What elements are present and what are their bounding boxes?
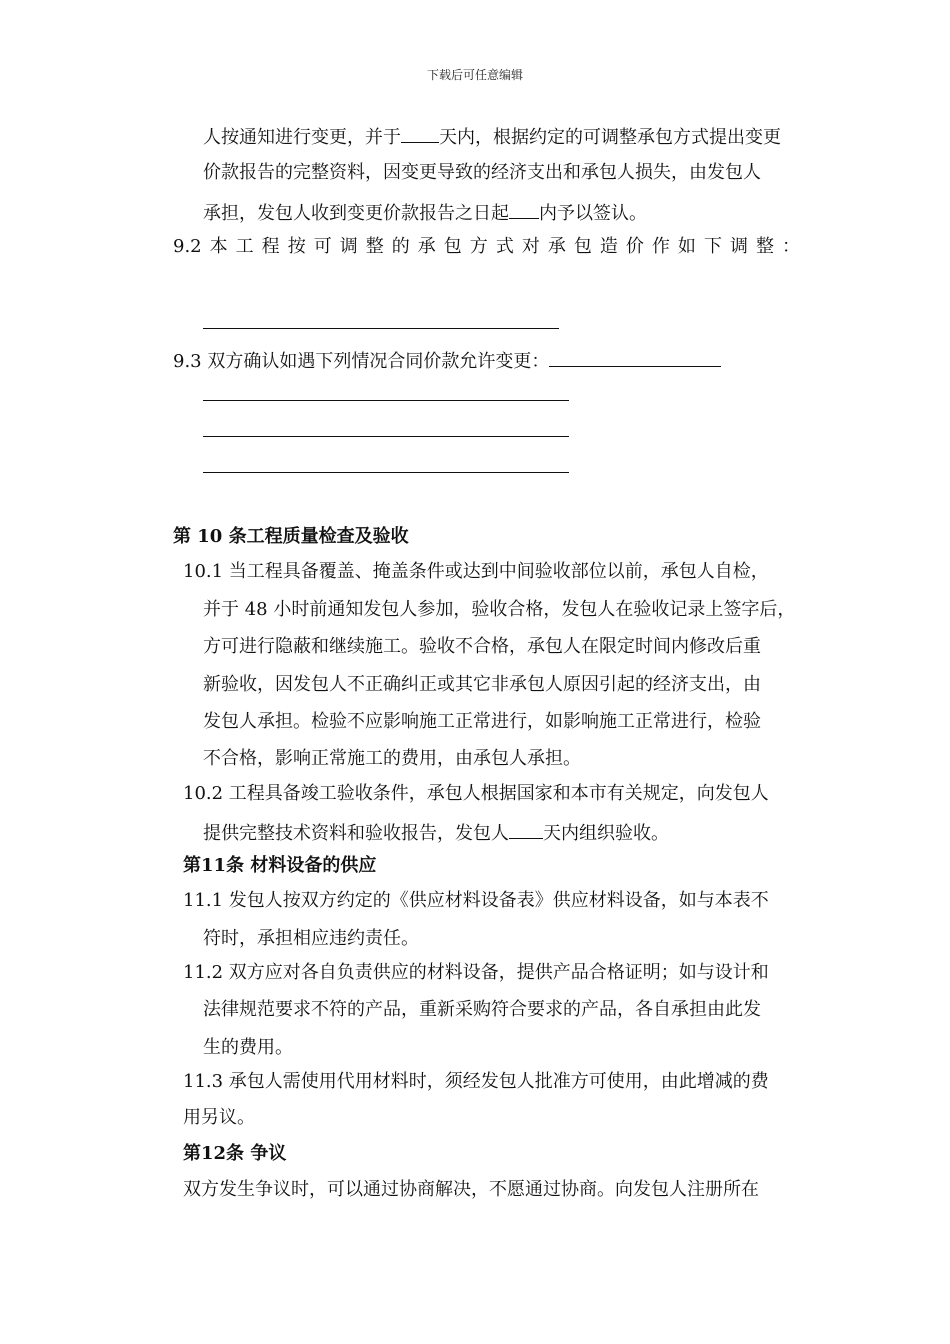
clause-10-1-line-5: 发包人承担。检验不应影响施工正常进行，如影响施工正常进行，检验 — [203, 711, 761, 732]
clause-11-3-line-2: 用另议。 — [183, 1107, 255, 1128]
text-segment: 天内，根据约定的可调整承包方式提出变更 — [439, 127, 781, 148]
clause-10-1-line-6: 不合格，影响正常施工的费用，由承包人承担。 — [203, 748, 581, 769]
clause-number: 9.2 — [173, 236, 202, 257]
fill-line — [203, 472, 569, 473]
text-segment: 人按通知进行变更，并于 — [203, 127, 401, 148]
fill-blank — [549, 349, 721, 367]
clause-10-1-line-4: 新验收，因发包人不正确纠正或其它非承包人原因引起的经济支出，由 — [203, 674, 761, 695]
text-segment: 内予以签认。 — [539, 203, 647, 224]
fill-line — [203, 436, 569, 437]
clause-10-1-line-1: 10.1 当工程具备覆盖、掩盖条件或达到中间验收部位以前，承包人自检， — [183, 561, 769, 582]
clause-10-2-line-1: 10.2 工程具备竣工验收条件，承包人根据国家和本市有关规定，向发包人 — [183, 783, 769, 804]
fill-blank — [401, 125, 439, 143]
clause-10-1-line-3: 方可进行隐蔽和继续施工。验收不合格，承包人在限定时间内修改后重 — [203, 636, 761, 657]
section-10-title: 第 10 条工程质量检查及验收 — [173, 526, 409, 547]
fill-blank — [509, 201, 539, 219]
s9-para-line-1 — [203, 125, 781, 148]
clause-10-1-line-2: 并于 48 小时前通知发包人参加，验收合格，发包人在验收记录上签字后， — [203, 599, 796, 620]
fill-blank — [509, 821, 543, 839]
clause-11-2-line-2: 法律规范要求不符的产品，重新采购符合要求的产品，各自承担由此发 — [203, 999, 761, 1020]
clause-9-3-text: 9.3 双方确认如遇下列情况合同价款允许变更： — [173, 351, 550, 372]
section-11-title: 第11条 材料设备的供应 — [183, 855, 377, 876]
fill-line — [203, 400, 569, 401]
text-segment: 提供完整技术资料和验收报告，发包人 — [203, 823, 509, 844]
page-header: 下载后可任意编辑 — [426, 68, 523, 82]
clause-11-3-line-1: 11.3 承包人需使用代用材料时，须经发包人批准方可使用，由此增减的费 — [183, 1071, 769, 1092]
clause-11-2-line-1: 11.2 双方应对各自负责供应的材料设备，提供产品合格证明；如与设计和 — [183, 962, 769, 983]
text-segment: 承担，发包人收到变更价款报告之日起 — [203, 203, 509, 224]
section-12-title: 第12条 争议 — [183, 1143, 287, 1164]
clause-11-1-line-1: 11.1 发包人按双方约定的《供应材料设备表》供应材料设备，如与本表不 — [183, 890, 769, 911]
clause-10-2-line-2 — [203, 821, 669, 844]
section-12-para-line-1: 双方发生争议时，可以通过协商解决，不愿通过协商。向发包人注册所在 — [183, 1179, 759, 1200]
clause-11-2-line-3: 生的费用。 — [203, 1037, 293, 1058]
clause-11-1-line-2: 符时，承担相应违约责任。 — [203, 928, 419, 949]
clause-9-2-text: 本工程按可调整的承包方式对承包造价作如下调整： — [209, 236, 800, 257]
clause-9-2 — [173, 237, 800, 257]
clause-9-3 — [173, 349, 721, 372]
text-segment: 天内组织验收。 — [543, 823, 669, 844]
s9-para-line-3 — [203, 201, 647, 224]
s9-para-line-2: 价款报告的完整资料，因变更导致的经济支出和承包人损失，由发包人 — [203, 162, 761, 183]
fill-line — [203, 328, 559, 329]
